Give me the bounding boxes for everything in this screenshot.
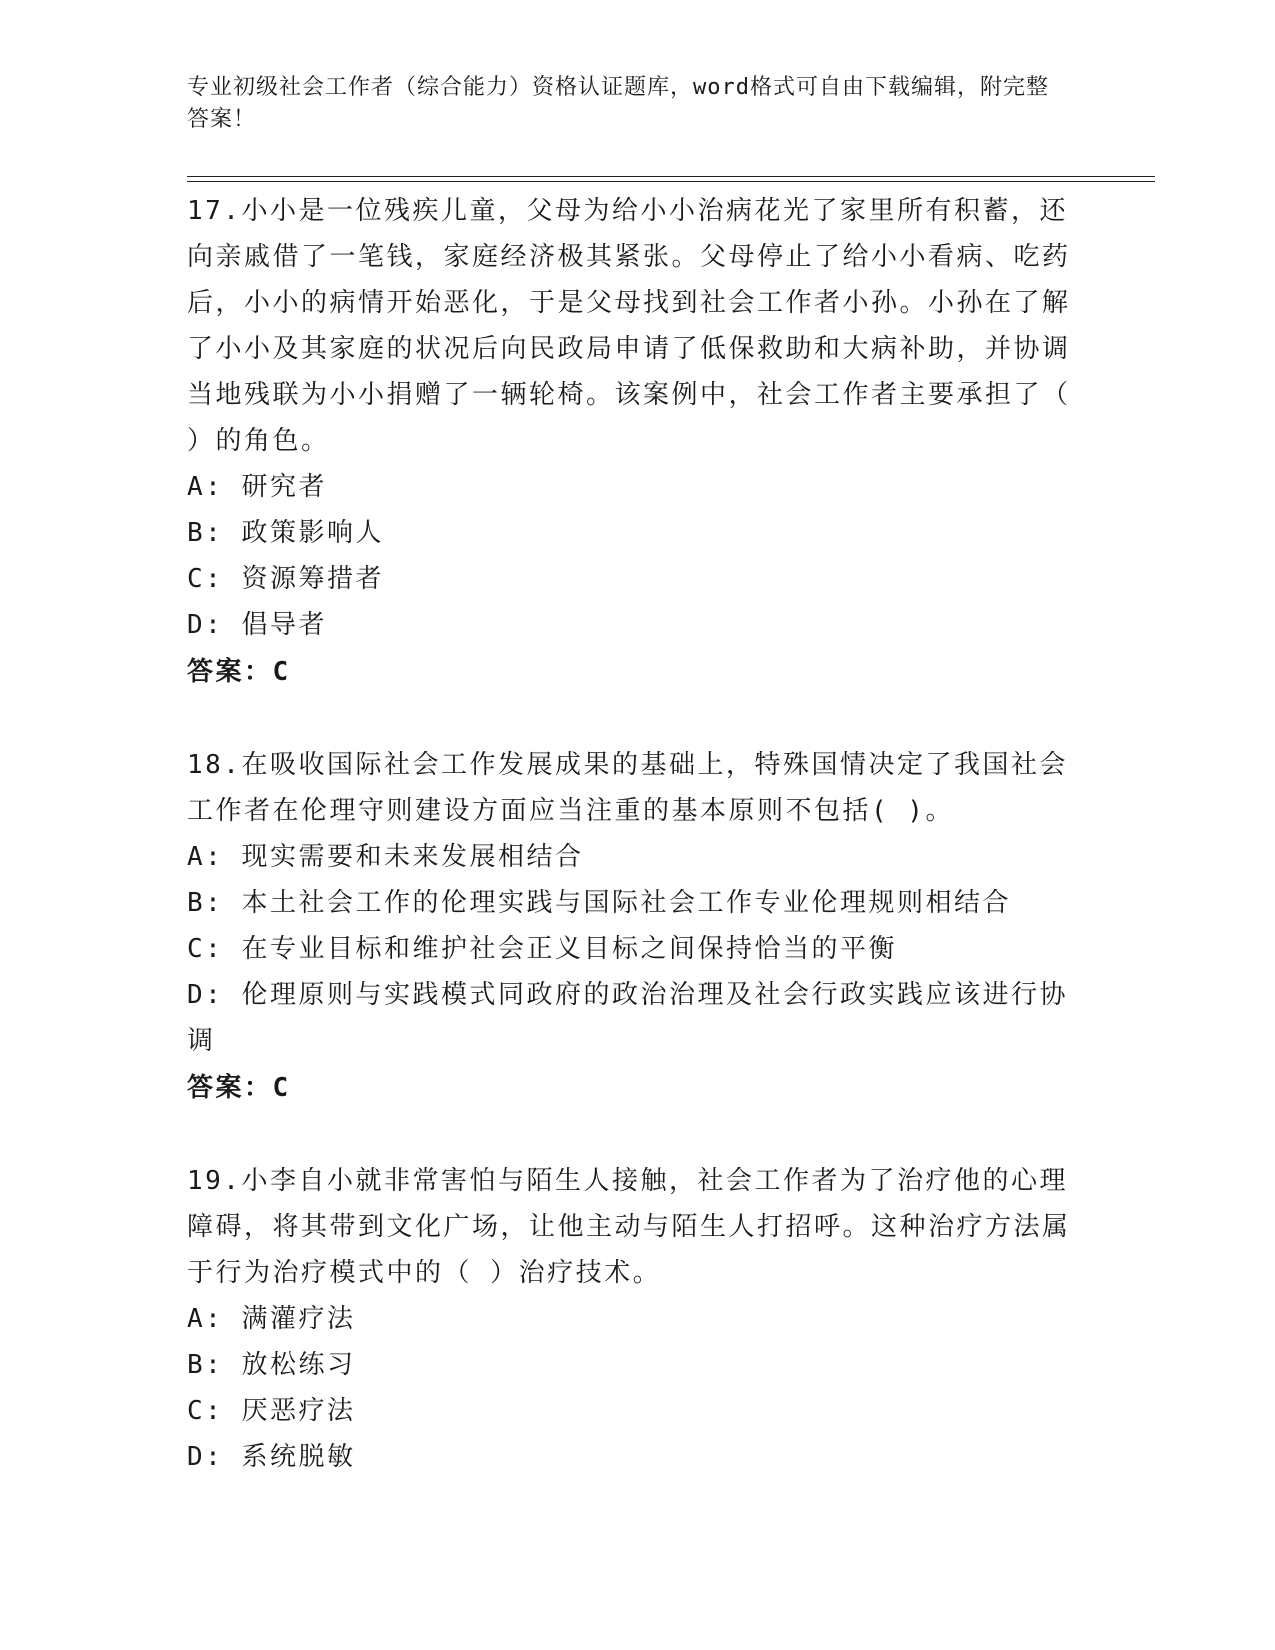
header-rule-top (187, 176, 1155, 177)
option-b: B: 政策影响人 (187, 518, 384, 548)
option-b: B: 放松练习 (187, 1350, 356, 1380)
question-stem: 18.在吸收国际社会工作发展成果的基础上，特殊国情决定了我国社会工作者在伦理守则建设方面应当注重的基本原则不包括( )。 (187, 750, 1068, 826)
option-c: C: 资源筹措者 (187, 564, 384, 594)
option-d: D: 系统脱敏 (187, 1442, 356, 1472)
option-c: C: 在专业目标和维护社会正义目标之间保持恰当的平衡 (187, 934, 897, 964)
option-d: D: 倡导者 (187, 610, 327, 640)
document-header: 专业初级社会工作者（综合能力）资格认证题库，word格式可自由下载编辑，附完整答案！ (187, 75, 1049, 132)
question-list (187, 188, 1087, 1526)
question-19 (187, 1158, 1087, 1480)
option-b: B: 本土社会工作的伦理实践与国际社会工作专业伦理规则相结合 (187, 888, 1011, 918)
option-d: D: 伦理原则与实践模式同政府的政治治理及社会行政实践应该进行协调 (187, 980, 1068, 1056)
question-18 (187, 742, 1087, 1112)
answer: 答案：C (187, 1073, 291, 1103)
option-a: A: 满灌疗法 (187, 1304, 356, 1334)
question-stem: 19.小李自小就非常害怕与陌生人接触，社会工作者为了治疗他的心理障碍，将其带到文化广场，让他主动与陌生人打招呼。这种治疗方法属于行为治疗模式中的（ ）治疗技术。 (187, 1166, 1071, 1288)
header-rule-bottom (187, 181, 1155, 182)
answer: 答案：C (187, 657, 291, 687)
question-stem: 17.小小是一位残疾儿童，父母为给小小治病花光了家里所有积蓄，还向亲戚借了一笔钱，家庭经济极其紧张。父母停止了给小小看病、吃药后，小小的病情开始恶化，于是父母找到社会工作者小孙。小孙在了解了小小及其家庭的状况后向民政局申请了低保救助和大病补助，并协调当地残联为小小捐赠了一辆轮椅。该案例中，社会工作者主要承担了（ ）的角色。 (187, 196, 1071, 456)
question-17 (187, 188, 1087, 696)
option-c: C: 厌恶疗法 (187, 1396, 356, 1426)
option-a: A: 现实需要和未来发展相结合 (187, 842, 584, 872)
option-a: A: 研究者 (187, 472, 327, 502)
